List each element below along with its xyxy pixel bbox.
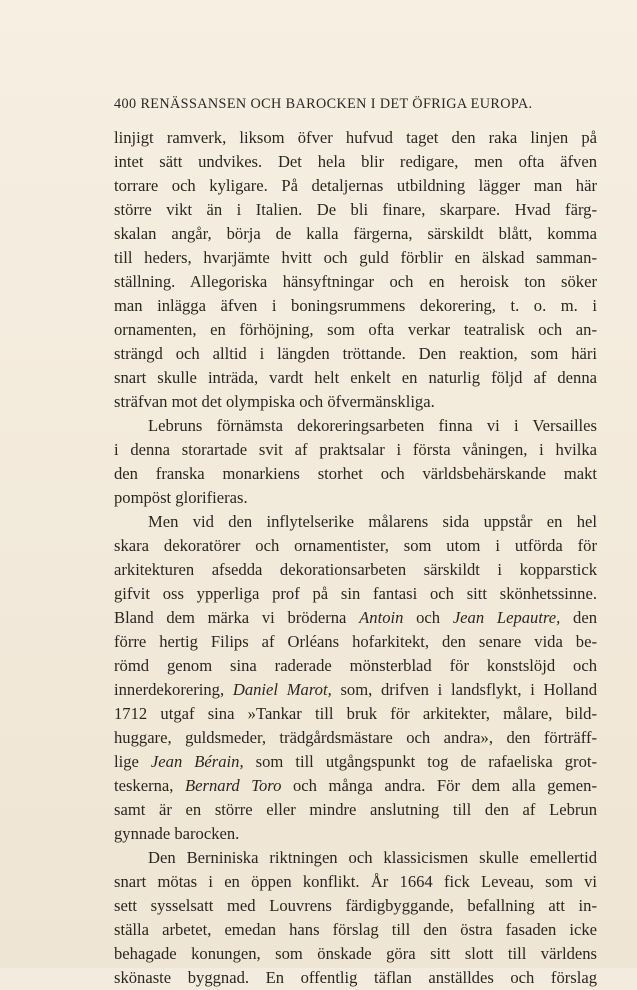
text-line bbox=[114, 942, 597, 966]
text-fragment: som till utgångspunkt tog de rafaeliska grot- bbox=[243, 752, 598, 771]
text-fragment: Bland dem märka vi bröderna bbox=[114, 608, 360, 627]
text-line bbox=[114, 918, 597, 942]
text-fragment: torrare och kyligare. På detaljernas utbildning lägger man här bbox=[114, 176, 597, 195]
text-line bbox=[114, 678, 597, 702]
text-fragment: teskerna, bbox=[114, 776, 186, 795]
text-fragment: förre hertig Filips af Orléans hofarkitekt, den senare vida be- bbox=[114, 632, 597, 651]
text-line bbox=[114, 246, 597, 270]
body-text bbox=[114, 126, 597, 990]
text-line bbox=[114, 798, 597, 822]
text-line bbox=[114, 198, 597, 222]
text-fragment: innerdekorering, bbox=[114, 680, 233, 699]
text-fragment: som, drifven i landsflykt, i Holland bbox=[331, 680, 597, 699]
text-fragment: sträfvan mot det olympiska och öfvermänskliga. bbox=[114, 392, 435, 411]
running-header bbox=[114, 96, 574, 113]
text-fragment: skönaste byggnad. En offentlig täflan anställdes och förslag bbox=[114, 968, 597, 987]
text-fragment: skalan angår, börja de kalla färgerna, särskildt blått, komma bbox=[114, 224, 597, 243]
text-line bbox=[114, 270, 597, 294]
text-fragment: intet sätt undvikes. Det hela blir redigare, men ofta äfven bbox=[114, 152, 597, 171]
italic-name: Daniel Marot, bbox=[232, 680, 332, 699]
text-fragment: i denna storartade svit af praktsalar i första våningen, i hvilka bbox=[114, 440, 597, 459]
text-line bbox=[114, 606, 597, 630]
text-fragment: samt är en större eller mindre anslutning till den af Lebrun bbox=[114, 800, 597, 819]
text-line bbox=[114, 558, 597, 582]
text-fragment: skara dekoratörer och ornamentister, som utom i utförda för bbox=[114, 536, 597, 555]
text-fragment: sett sysselsatt med Louvrens färdigbyggande, befallning att in- bbox=[114, 896, 597, 915]
text-line bbox=[114, 966, 597, 990]
text-line bbox=[114, 150, 597, 174]
text-fragment: och bbox=[403, 608, 453, 627]
text-fragment: arkitekturen afsedda dekorationsarbeten särskildt i kopparstick bbox=[114, 560, 597, 579]
text-fragment: ställning. Allegoriska hänsyftningar och en heroisk ton söker bbox=[114, 272, 597, 291]
running-title: RENÄSSANSEN OCH BAROCKEN I DET ÖFRIGA EUROPA. bbox=[140, 96, 533, 112]
text-line bbox=[114, 510, 597, 534]
text-line bbox=[114, 486, 597, 510]
text-fragment: den franska monarkiens storhet och världsbehärskande makt bbox=[114, 464, 597, 483]
page-number: 400 bbox=[114, 96, 137, 112]
text-fragment: gynnade barocken. bbox=[114, 824, 240, 843]
text-line bbox=[114, 702, 597, 726]
text-fragment: till heders, hvarjämte hvitt och guld förblir en älskad samman- bbox=[114, 248, 597, 267]
text-line bbox=[114, 750, 597, 774]
text-fragment: man inlägga äfven i boningsrummens dekorering, t. o. m. i bbox=[114, 296, 597, 315]
text-fragment: pompöst glorifieras. bbox=[114, 488, 248, 507]
text-fragment: strängd och alltid i längden tröttande. Den reaktion, som häri bbox=[114, 344, 597, 363]
text-line bbox=[114, 462, 597, 486]
text-line bbox=[114, 438, 597, 462]
text-line bbox=[114, 342, 597, 366]
text-line bbox=[114, 390, 597, 414]
text-line bbox=[114, 894, 597, 918]
text-line bbox=[114, 126, 597, 150]
text-fragment: Lebruns förnämsta dekoreringsarbeten finna vi i Versailles bbox=[148, 416, 597, 435]
text-fragment: lige bbox=[114, 752, 151, 771]
text-line bbox=[114, 414, 597, 438]
text-line bbox=[114, 822, 597, 846]
text-line bbox=[114, 174, 597, 198]
italic-name: Jean Lepautre, bbox=[452, 608, 561, 627]
text-line bbox=[114, 318, 597, 342]
text-fragment: Den Berniniska riktningen och klassicismen skulle emellertid bbox=[148, 848, 597, 867]
text-line bbox=[114, 630, 597, 654]
text-line bbox=[114, 726, 597, 750]
text-line bbox=[114, 846, 597, 870]
text-fragment: och många andra. För dem alla gemen- bbox=[281, 776, 597, 795]
text-fragment: Men vid den inflytelserike målarens sida uppstår en hel bbox=[148, 512, 597, 531]
text-line bbox=[114, 222, 597, 246]
text-line bbox=[114, 582, 597, 606]
text-fragment: snart skulle inträda, vardt helt enkelt en naturlig följd af denna bbox=[114, 368, 597, 387]
text-line bbox=[114, 294, 597, 318]
text-fragment: större vikt än i Italien. De bli finare, skarpare. Hvad färg- bbox=[114, 200, 597, 219]
text-line bbox=[114, 870, 597, 894]
italic-name: Bernard Toro bbox=[185, 776, 282, 795]
text-fragment: den bbox=[560, 608, 597, 627]
text-fragment: ornamenten, en förhöjning, som ofta verkar teatralisk och an- bbox=[114, 320, 597, 339]
italic-name: Jean Bérain, bbox=[150, 752, 244, 771]
italic-name: Antoin bbox=[359, 608, 404, 627]
text-fragment: ställa arbetet, emedan hans förslag till den östra fasaden icke bbox=[114, 920, 597, 939]
text-fragment: behagade konungen, som önskade göra sitt slott till världens bbox=[114, 944, 597, 963]
text-fragment: 1712 utgaf sina »Tankar till bruk för arkitekter, målare, bild- bbox=[114, 704, 597, 723]
text-fragment: snart mötas i en öppen konflikt. År 1664 fick Leveau, som vi bbox=[114, 872, 597, 891]
text-line bbox=[114, 774, 597, 798]
text-fragment: linjigt ramverk, liksom öfver hufvud taget den raka linjen på bbox=[114, 128, 597, 147]
text-fragment: römd genom sina raderade mönsterblad för konstslöjd och bbox=[114, 656, 597, 675]
text-line bbox=[114, 654, 597, 678]
text-fragment: huggare, guldsmeder, trädgårdsmästare och andra», den förträff- bbox=[114, 728, 597, 747]
text-line bbox=[114, 366, 597, 390]
text-line bbox=[114, 534, 597, 558]
text-fragment: gifvit oss ypperliga prof på sin fantasi och sitt skönhetssinne. bbox=[114, 584, 597, 603]
